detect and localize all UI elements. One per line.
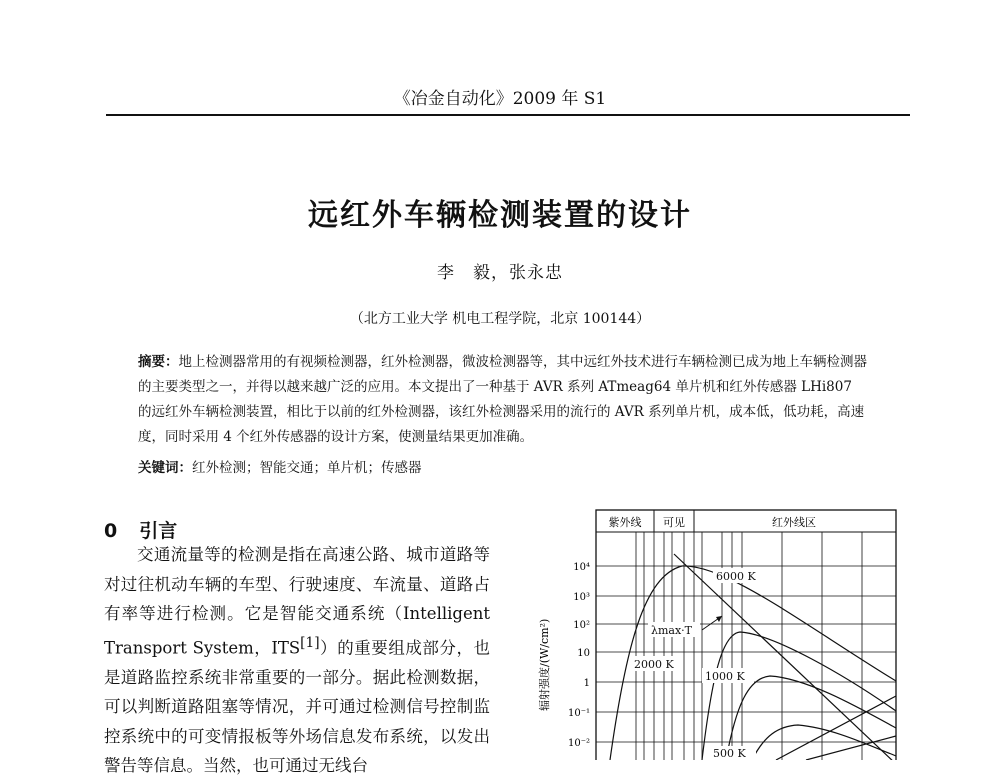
abstract xyxy=(138,350,868,450)
y-tick-label: 10⁻² xyxy=(567,738,590,749)
peak-label: λmax·T xyxy=(651,624,692,637)
article-authors: 李 毅，张永忠 xyxy=(437,263,563,283)
header-rule xyxy=(106,114,910,116)
curve-label: 2000 K xyxy=(634,658,674,671)
y-tick-label: 10 xyxy=(577,648,590,659)
section-body xyxy=(104,540,490,781)
y-tick-label: 10⁴ xyxy=(573,562,590,573)
section-number: 0 xyxy=(104,520,118,542)
abstract-text: 地上检测器常用的有视频检测器，红外检测器，微波检测器等，其中远红外技术进行车辆检测已成为地上车辆检测器的主要类型之一，并得以越来越广泛的应用。本文提出了一种基于 AVR 系列 ATmeag64 单片机和红外传感器 LHi807 的远红外车辆检测装置，相比于以前的红外检测器，该红外检测器采用的流行的 AVR 系列单片机，成本低，低功耗，高速度，同时采用 4 个红外传感器的设计方案，使测量结果更加准确。 xyxy=(138,354,867,445)
section-heading xyxy=(104,516,177,543)
peak-locus-line xyxy=(674,554,896,760)
intro-text-a: 交通流量等的检测是指在高速公路、城市道路等对过往机动车辆的车型、行驶速度、车流量、道路占有率等进行检测。它是智能交通系统（Intelligent Transport System，ITS xyxy=(104,545,490,657)
intro-paragraph xyxy=(104,540,490,781)
tail-line xyxy=(776,696,896,760)
band-label-ir: 红外线区 xyxy=(772,516,816,529)
radiation-figure xyxy=(526,506,906,760)
y-tick-label: 1 xyxy=(583,678,590,689)
plot-frame xyxy=(596,510,896,760)
band-label-uv: 紫外线 xyxy=(608,516,642,529)
article-title: 远红外车辆检测装置的设计 xyxy=(308,198,692,233)
article-affiliation: （北方工业大学 机电工程学院，北京 100144） xyxy=(349,311,651,327)
keywords xyxy=(138,456,868,476)
curve-label: 6000 K xyxy=(716,570,756,583)
journal-header: 《冶金自动化》2009 年 S1 xyxy=(393,89,607,109)
citation-ref: [1] xyxy=(300,634,320,651)
y-tick-label: 10³ xyxy=(573,592,590,603)
keywords-label: 关键词： xyxy=(138,460,192,476)
curve-label: 500 K xyxy=(713,747,746,760)
y-axis-label: 辐射强度/(W/cm²) xyxy=(538,618,551,711)
keywords-text: 红外检测；智能交通；单片机；传感器 xyxy=(192,460,422,476)
curve-label: 1000 K xyxy=(705,670,745,683)
curve-2000k xyxy=(702,632,896,760)
abstract-label: 摘要： xyxy=(138,354,179,370)
radiation-chart xyxy=(526,506,906,760)
section-title: 引言 xyxy=(139,520,178,542)
intro-text-b: ）的重要组成部分，也是道路监控系统非常重要的一部分。据此检测数据，可以判断道路阻塞等情况，并可通过检测信号控制监控系统中的可变情报板等外场信息发布系统，以发出警告等信息。当然，也可通过无线台 xyxy=(104,638,491,775)
h-grid xyxy=(596,566,896,742)
tail-line xyxy=(806,736,896,760)
y-tick-label: 10⁻¹ xyxy=(567,708,590,719)
y-tick-label: 10² xyxy=(573,620,590,631)
band-label-visible: 可见 xyxy=(663,516,685,529)
